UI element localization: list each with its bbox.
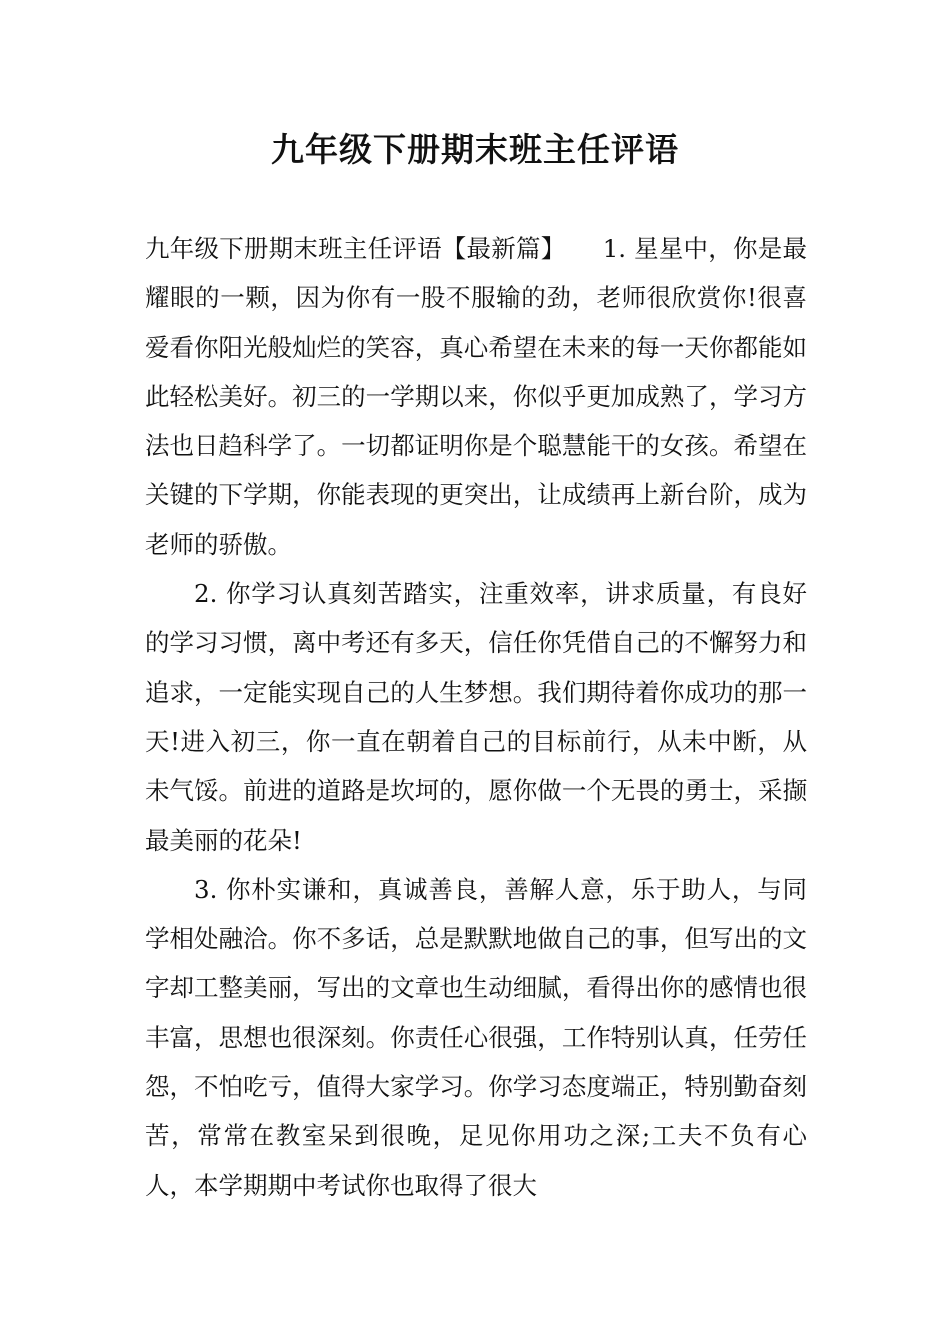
document-title: 九年级下册期末班主任评语	[271, 130, 679, 169]
paragraph-2: 2. 你学习认真刻苦踏实，注重效率，讲求质量，有良好的学习习惯，离中考还有多天，信任你凭借自己的不懈努力和追求，一定能实现自己的人生梦想。我们期待着你成功的那一天!进入初三，你一直在朝着自己的目标前行，从未中断，从未气馁。前进的道路是坎坷的，愿你做一个无畏的勇士，采撷最美丽的花朵!	[145, 579, 807, 855]
document-body	[145, 224, 807, 1210]
paragraph-1: 九年级下册期末班主任评语【最新篇】 1. 星星中，你是最耀眼的一颗，因为你有一股不服输的劲，老师很欣赏你!很喜爱看你阳光般灿烂的笑容，真心希望在未来的每一天你都能如此轻松美好。初三的一学期以来，你似乎更加成熟了，学习方法也日趋科学了。一切都证明你是个聪慧能干的女孩。希望在关键的下学期，你能表现的更突出，让成绩再上新台阶，成为老师的骄傲。	[145, 234, 807, 559]
paragraph-3: 3. 你朴实谦和，真诚善良，善解人意，乐于助人，与同学相处融洽。你不多话，总是默默地做自己的事，但写出的文字却工整美丽，写出的文章也生动细腻，看得出你的感情也很丰富，思想也很深刻。你责任心很强，工作特别认真，任劳任怨，不怕吃亏，值得大家学习。你学习态度端正，特别勤奋刻苦，常常在教室呆到很晚，足见你用功之深;工夫不负有心人，本学期期中考试你也取得了很大	[145, 874, 807, 1200]
